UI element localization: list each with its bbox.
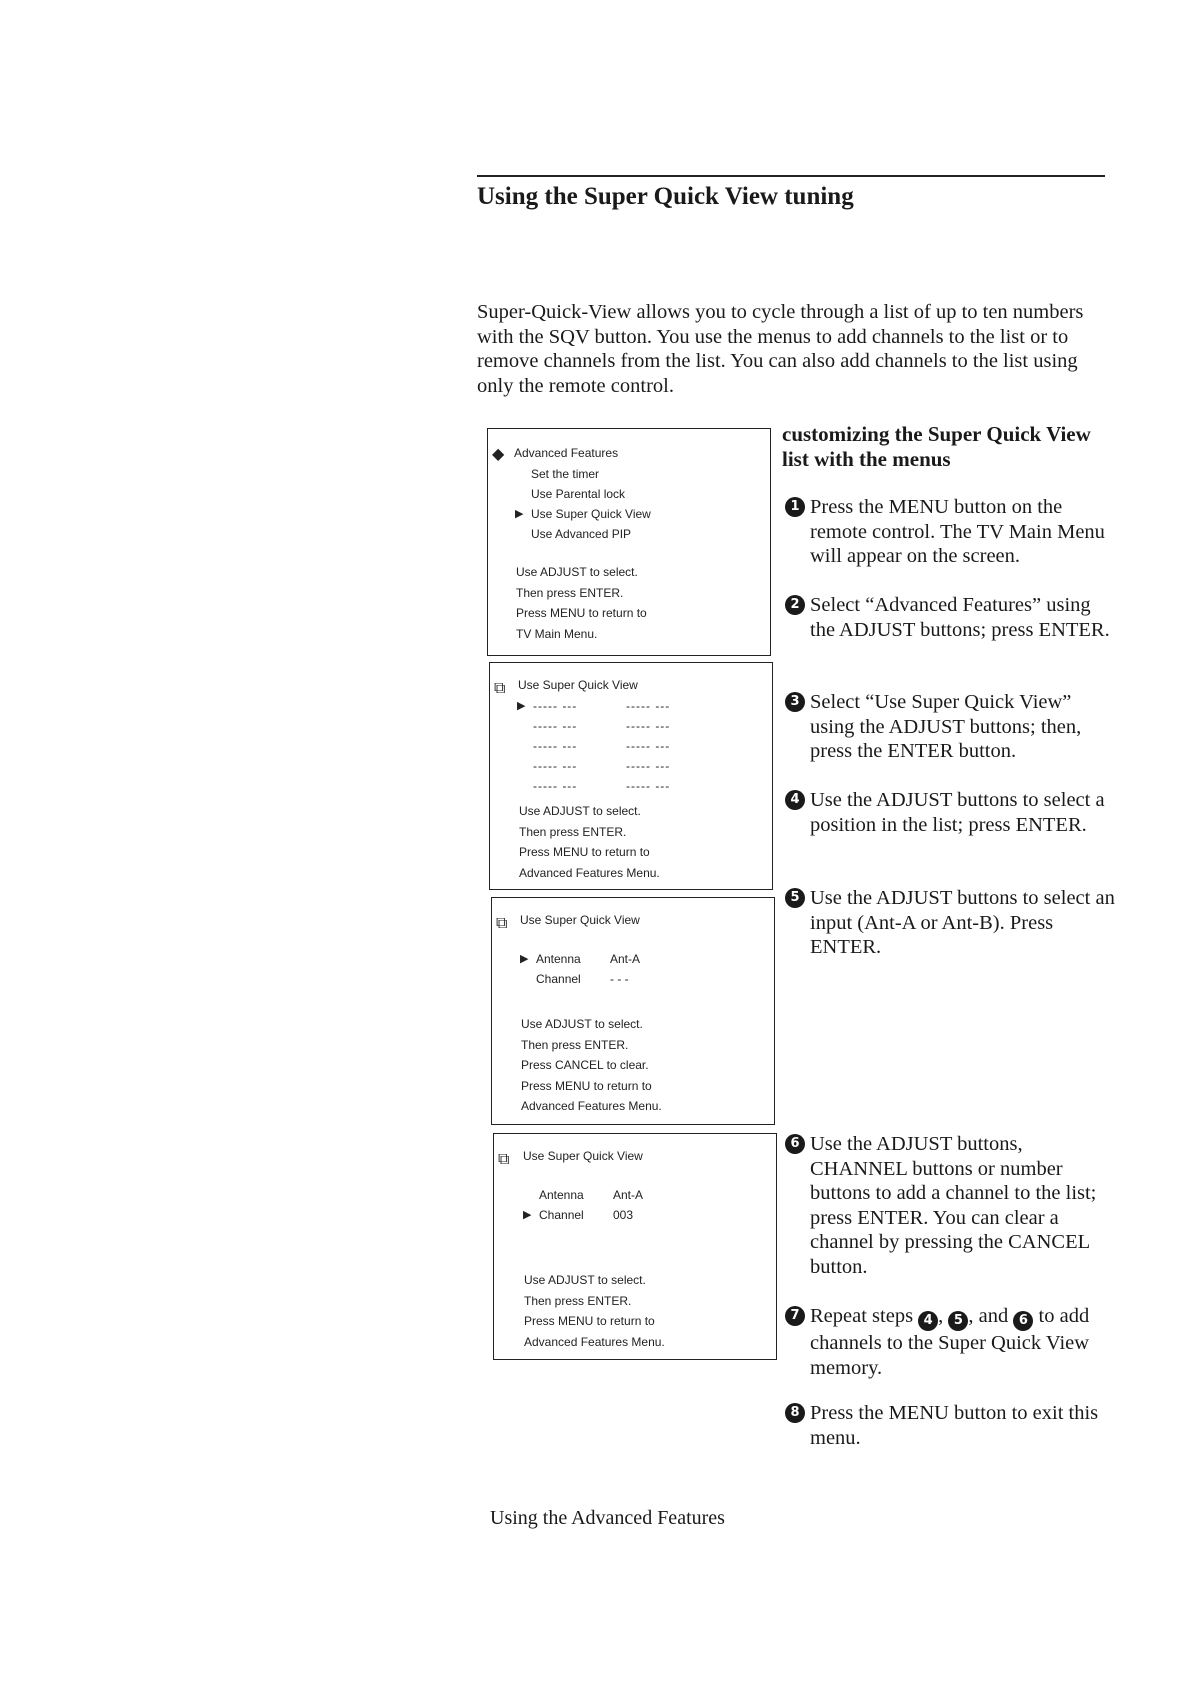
screen-instructions (521, 1014, 662, 1117)
screen-sqv-antenna (491, 897, 775, 1125)
menu-item-set-timer: Set the timer (531, 467, 600, 481)
instruction-line: Then press ENTER. (521, 1037, 629, 1052)
screen-sqv-list (489, 662, 773, 890)
instruction-line: Press MENU to return to (516, 606, 647, 620)
instruction-line: Then press ENTER. (524, 1293, 632, 1308)
instruction-line: Press MENU to return to (519, 845, 650, 859)
step-number-badge: 7 (785, 1306, 805, 1326)
list-slot: ----- --- (533, 779, 578, 793)
step-text-part: , (938, 1305, 944, 1327)
list-slot: ----- --- (533, 699, 578, 713)
list-slot: ----- --- (626, 719, 671, 733)
instruction-line: Advanced Features Menu. (524, 1334, 665, 1349)
instruction-line: Then press ENTER. (519, 824, 627, 839)
selection-pointer-icon: ▶ (517, 700, 526, 712)
step-number-badge: 8 (785, 1403, 805, 1423)
step-8 (785, 1401, 1115, 1450)
list-slot: ----- --- (533, 719, 578, 733)
step-ref-badge: 5 (948, 1311, 968, 1331)
step-1 (785, 495, 1115, 569)
instruction-line: Press MENU to return to (521, 1078, 652, 1093)
sqv-icon: ⧉ (494, 680, 506, 697)
step-text: Press the MENU button to exit this menu. (810, 1402, 1099, 1449)
list-slot: ----- --- (533, 739, 578, 753)
diamond-menu-icon: ◆ (492, 446, 505, 463)
sqv-icon: ⧉ (496, 915, 508, 932)
step-2 (785, 593, 1115, 642)
channel-label: Channel (539, 1208, 584, 1222)
page-title: Using the Super Quick View tuning (477, 183, 854, 210)
selection-pointer-icon: ▶ (523, 1209, 532, 1221)
channel-value: 003 (613, 1208, 634, 1222)
instruction-line: Use ADJUST to select. (521, 1017, 643, 1031)
step-text: Use the ADJUST buttons to select an input (Ant-A or Ant-B). Press ENTER. (810, 887, 1115, 958)
menu-item-super-quick-view: Use Super Quick View (531, 507, 651, 521)
screen-instructions (524, 1270, 665, 1352)
step-4 (785, 788, 1115, 837)
section-subheading: customizing the Super Quick View list with the menus (782, 422, 1091, 471)
step-text-part: , and (968, 1305, 1009, 1327)
step-text: Select “Use Super Quick View” using the ADJUST buttons; then, press the ENTER button. (810, 691, 1082, 762)
step-5 (785, 886, 1115, 960)
instruction-line: Use ADJUST to select. (516, 565, 638, 579)
list-slot: ----- --- (626, 699, 671, 713)
step-7 (785, 1304, 1115, 1380)
list-slot: ----- --- (533, 759, 578, 773)
step-number-badge: 4 (785, 790, 805, 810)
screen-heading: Use Super Quick View (523, 1149, 643, 1163)
selection-pointer-icon: ▶ (520, 953, 529, 965)
step-number-badge: 2 (785, 595, 805, 615)
antenna-value: Ant-A (610, 952, 641, 966)
instruction-line: Use ADJUST to select. (524, 1273, 646, 1287)
step-text: Select “Advanced Features” using the ADJUST buttons; press ENTER. (810, 594, 1110, 641)
screen-instructions (516, 562, 647, 644)
sqv-icon: ⧉ (498, 1151, 510, 1168)
selection-pointer-icon: ▶ (515, 508, 524, 520)
instruction-line: Use ADJUST to select. (519, 804, 641, 818)
step-number-badge: 6 (785, 1134, 805, 1154)
step-text: Press the MENU button on the remote control. The TV Main Menu will appear on the screen. (810, 496, 1105, 567)
instruction-line: Press CANCEL to clear. (521, 1058, 649, 1072)
list-slot: ----- --- (626, 779, 671, 793)
screen-heading: Advanced Features (514, 446, 619, 460)
step-number-badge: 3 (785, 692, 805, 712)
antenna-label: Antenna (539, 1188, 584, 1202)
step-text: Use the ADJUST buttons to select a position in the list; press ENTER. (810, 789, 1105, 836)
screen-advanced-features (487, 428, 771, 656)
step-number-badge: 5 (785, 888, 805, 908)
step-6 (785, 1132, 1115, 1279)
instruction-line: Advanced Features Menu. (519, 865, 660, 880)
step-text-part: Repeat steps (810, 1305, 914, 1327)
antenna-value: Ant-A (613, 1188, 644, 1202)
instruction-line: Press MENU to return to (524, 1314, 655, 1328)
step-text (810, 1304, 1115, 1380)
step-text: Use the ADJUST buttons, CHANNEL buttons or number buttons to add a channel to the list; press ENTER. You can clear a channel by pressing the CANCEL button. (810, 1133, 1097, 1278)
step-3 (785, 690, 1115, 764)
channel-label: Channel (536, 972, 581, 986)
step-text-part: to add channels to the Super Quick View memory. (810, 1305, 1090, 1379)
screen-heading: Use Super Quick View (520, 913, 640, 927)
instruction-line: Advanced Features Menu. (521, 1099, 662, 1113)
screen-instructions (519, 801, 660, 883)
intro-paragraph: Super-Quick-View allows you to cycle through a list of up to ten numbers with the SQV button. You use the menus to add channels to the list or to remove channels from the list. You can also add channels to the list using only the remote control. (477, 301, 1084, 397)
list-slot: ----- --- (626, 739, 671, 753)
antenna-label: Antenna (536, 952, 581, 966)
instruction-line: TV Main Menu. (516, 626, 598, 641)
list-slot: ----- --- (626, 759, 671, 773)
screen-heading: Use Super Quick View (518, 678, 638, 692)
step-ref-badge: 4 (918, 1311, 938, 1331)
title-rule (477, 175, 1105, 177)
step-ref-badge: 6 (1013, 1311, 1033, 1331)
menu-item-advanced-pip: Use Advanced PIP (531, 527, 632, 541)
step-number-badge: 1 (785, 497, 805, 517)
instruction-line: Then press ENTER. (516, 585, 624, 600)
menu-item-parental-lock: Use Parental lock (531, 487, 626, 501)
channel-value: - - - (610, 972, 629, 986)
screen-sqv-channel (493, 1133, 777, 1360)
page-footer: Using the Advanced Features (490, 1507, 725, 1529)
